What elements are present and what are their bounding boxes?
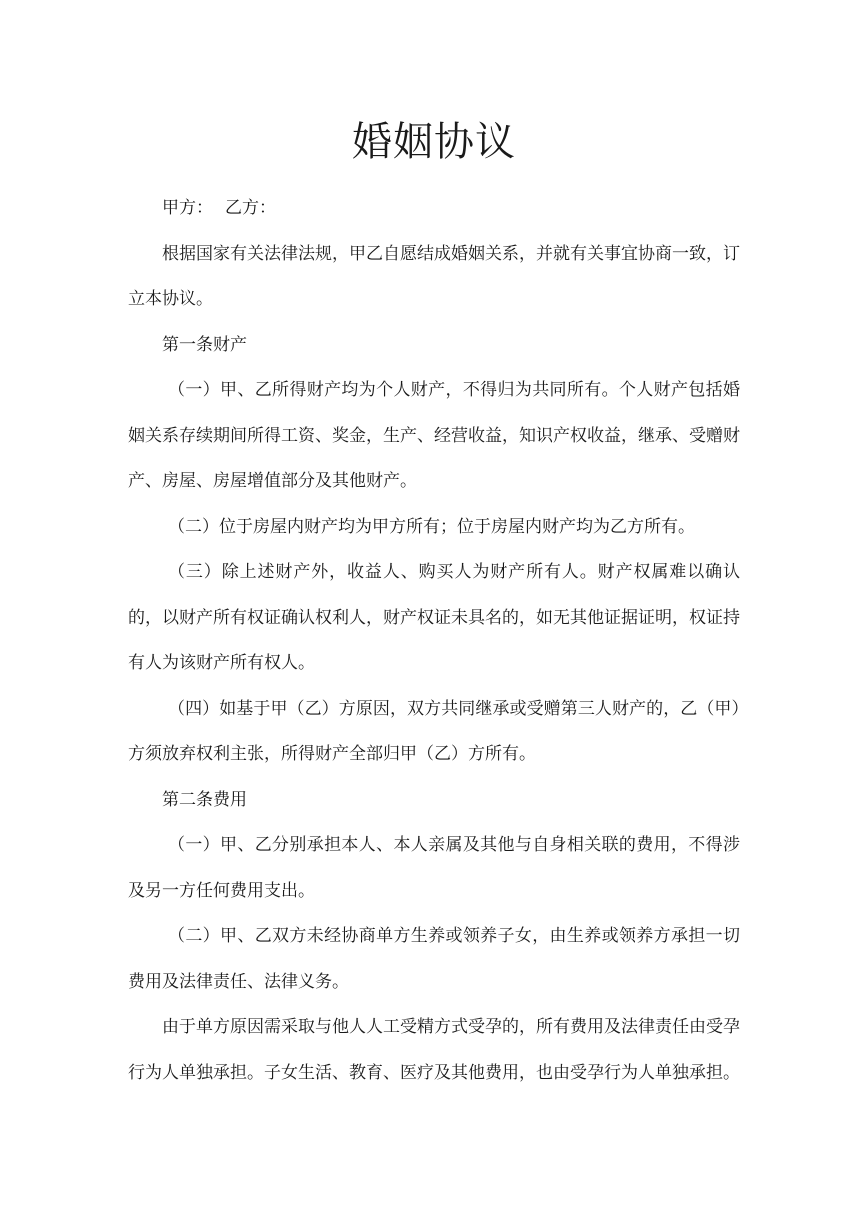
document-title: 婚姻协议	[352, 119, 516, 165]
article-1-item-4: （四）如基于甲（乙）方原因，双方共同继承或受赠第三人财产的，乙（甲）方须放弃权利主张，所得财产全部归甲（乙）方所有。	[128, 698, 740, 764]
party-b-label: 乙方：	[225, 198, 276, 218]
preamble-paragraph: 根据国家有关法律法规，甲乙自愿结成婚姻关系，并就有关事宜协商一致，订立本协议。	[128, 243, 740, 309]
article-2-heading: 第二条费用	[162, 789, 247, 810]
article-1-item-1: （一）甲、乙所得财产均为个人财产，不得归为共同所有。个人财产包括婚姻关系存续期间所得工资、奖金，生产、经营收益，知识产权收益，继承、受赠财产、房屋、房屋增值部分及其他财产。	[128, 380, 740, 491]
article-2-item-1: （一）甲、乙分别承担本人、本人亲属及其他与自身相关联的费用，不得涉及另一方任何费用支出。	[128, 835, 740, 901]
article-1-heading: 第一条财产	[162, 334, 247, 355]
party-a-label: 甲方：	[162, 198, 213, 218]
parties-line	[128, 186, 740, 232]
closing-paragraph: 由于单方原因需采取与他人人工受精方式受孕的，所有费用及法律责任由受孕行为人单独承担。子女生活、教育、医疗及其他费用，也由受孕行为人单独承担。	[128, 1017, 740, 1083]
article-1-item-3: （三）除上述财产外，收益人、购买人为财产所有人。财产权属难以确认的，以财产所有权证确认权利人，财产权证未具名的，如无其他证据证明，权证持有人为该财产所有权人。	[128, 562, 740, 673]
article-1-item-2: （二）位于房屋内财产均为甲方所有；位于房屋内财产均为乙方所有。	[168, 516, 695, 537]
article-2-item-2: （二）甲、乙双方未经协商单方生养或领养子女，由生养或领养方承担一切费用及法律责任、法律义务。	[128, 926, 740, 992]
